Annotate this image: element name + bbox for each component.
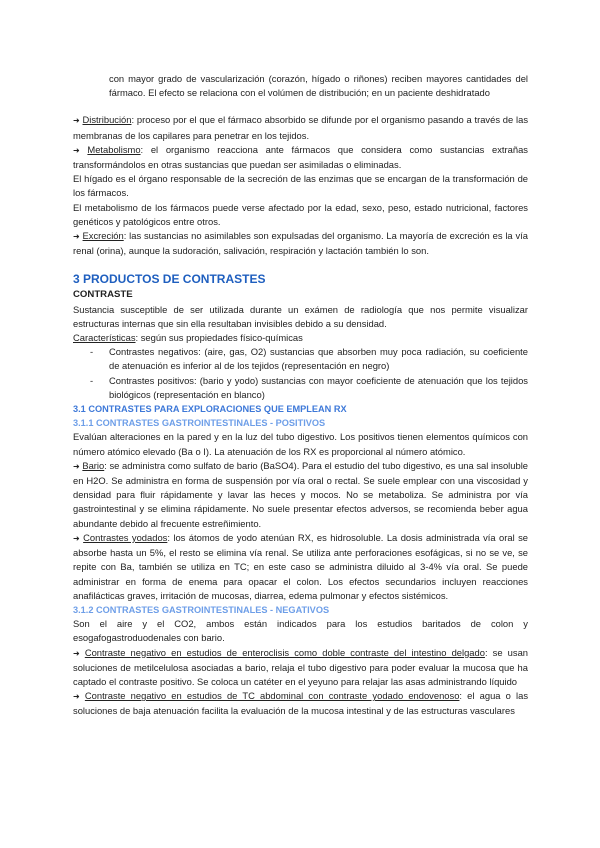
enteroclisis-term: Contraste negativo en estudios de enteroclisis como doble contraste del intestino delgado	[84, 646, 485, 658]
enteroclisis-text: : se usan soluciones de metilcelulosa asociadas a bario, relaja el tubo digestivo para poder evaluar la mucosa que ha captado el contraste positivo. Se coloca un catéter en el yeyuno para relajar las asas administrando líquido	[73, 646, 528, 687]
yodados-paragraph	[73, 531, 528, 603]
bario-paragraph	[73, 459, 528, 531]
arrow-icon: ➜	[73, 648, 80, 658]
positivos-intro: Evalúan alteraciones en la pared y en la luz del tubo digestivo. Los positivos tienen elementos químicos con número atómico elevado (Ba o I). La atenuación de los RX es proporcional al número atómico.	[73, 431, 528, 457]
metabolismo-text: : el organismo reacciona ante fármacos que considera como sustancias extrañas transformándolos en otras sustancias que puedan ser asimiladas o eliminadas.	[73, 143, 528, 171]
arrow-icon: ➜	[73, 232, 80, 242]
section-3-heading: 3 PRODUCTOS DE CONTRASTES	[73, 272, 266, 287]
section-3-1-2-heading: 3.1.2 CONTRASTES GASTROINTESTINALES - NEGATIVOS	[73, 604, 330, 615]
metabolismo-paragraph	[73, 143, 528, 172]
list-item	[73, 345, 528, 373]
enteroclisis-paragraph	[73, 646, 528, 690]
yodados-text: : los átomos de yodo atenúan RX, es hidrosoluble. La dosis administrada vía oral se absorbe hasta un 5%, el resto se elimina vía renal. Se utiliza ante perforaciones esofágicas, si no se ve, se repite con Ba, también se utiliza en TC; en este caso se administra diluido al 3-4% vía oral. Se puede administrar en forma de enema para opacar el colon. Los efectos secundarios incluyen reacciones anafilácticas graves, irritación de mucosas, diarrea, edema pulmonar y efectos sistémicos.	[73, 531, 528, 601]
section-3-1-heading: 3.1 CONTRASTES PARA EXPLORACIONES QUE EMPLEAN RX	[73, 404, 347, 415]
arrow-icon: ➜	[73, 145, 80, 155]
contraste-subheading: CONTRASTE	[73, 289, 133, 301]
arrow-icon: ➜	[73, 461, 80, 471]
metabolismo-term: Metabolismo	[87, 143, 141, 155]
caracteristicas-term: Características	[73, 332, 136, 344]
excrecion-paragraph	[73, 229, 528, 258]
dash-bullet: -	[90, 346, 94, 358]
section-3-1-1-heading: 3.1.1 CONTRASTES GASTROINTESTINALES - POSITIVOS	[73, 418, 326, 429]
metabolism-factors-paragraph: El metabolismo de los fármacos puede verse afectado por la edad, sexo, peso, estado nutricional, factores genéticos y patológicos entre otros.	[73, 201, 528, 227]
caracteristicas-paragraph	[73, 331, 528, 345]
contraste-definition: Sustancia susceptible de ser utilizada durante un exámen de radiología que nos permite visualizar estructuras internas que sin ella resultaban invisibles debido a su densidad.	[73, 303, 528, 329]
distribucion-paragraph	[73, 113, 528, 142]
tc-term: Contraste negativo en estudios de TC abdominal con contraste yodado endovenoso	[84, 690, 460, 702]
yodados-term: Contrastes yodados	[83, 531, 168, 543]
dash-bullet: -	[90, 374, 94, 386]
higado-paragraph: El hígado es el órgano responsable de la secreción de las enzimas que se encargan de la transformación de los fármacos.	[73, 173, 528, 199]
distribucion-term: Distribución	[82, 114, 132, 126]
list-item-text: Contrastes positivos: (bario y yodo) sustancias con mayor coeficiente de atenuación que los tejidos biológicos (representación en blanco)	[109, 374, 528, 400]
arrow-icon: ➜	[73, 533, 80, 543]
bario-term: Bario	[82, 459, 105, 471]
negativos-intro: Son el aire y el CO2, ambos están indicados para los estudios baritados de colon y esogafogastroduodenales con bario.	[73, 618, 528, 644]
excrecion-text: : las sustancias no asimilables son expulsadas del organismo. La mayoría de excreción es la vía renal (orina), aunque la sudoración, salivación, respiración y lactación también lo son.	[73, 230, 528, 257]
bario-text: : se administra como sulfato de bario (BaSO4). Para el estudio del tubo digestivo, es una sal insoluble en H2O. Se administra en forma de suspensión por vía oral o rectal. Se suele emplear con una viscosidad y densidad para fluir rápidamente y lavar las heces y mocos. No se metaboliza. Se administra por vía gastrointestinal y se elimina rápidamente. No suele presentar efectos adversos, se recomienda beber agua abundante debido al frecuente estreñimiento.	[73, 459, 528, 529]
arrow-icon: ➜	[73, 116, 80, 126]
list-item-text: Contrastes negativos: (aire, gas, O2) sustancias que absorben muy poca radiación, su coeficiente de atenuación es inferior al de los tejidos (representación en negro)	[109, 346, 528, 372]
tc-paragraph	[73, 689, 528, 718]
distribucion-text: : proceso por el que el fármaco absorbido se difunde por el organismo pasando a través de las membranas de los capilares para penetrar en los tejidos.	[73, 114, 529, 141]
caracteristicas-text: : según sus propiedades físico-químicas	[135, 332, 303, 344]
continued-paragraph: con mayor grado de vascularización (corazón, hígado o riñones) reciben mayores cantidades del fármaco. El efecto se relaciona con el volúmen de distribución; en un paciente deshidratado	[109, 73, 528, 99]
page-content	[73, 72, 528, 719]
list-item	[73, 374, 528, 402]
arrow-icon: ➜	[73, 692, 80, 702]
excrecion-term: Excreción	[82, 230, 124, 242]
tc-text: : el agua o las soluciones de baja atenuación facilita la evaluación de la mucosa intestinal y de las estructuras vasculares	[73, 690, 529, 717]
